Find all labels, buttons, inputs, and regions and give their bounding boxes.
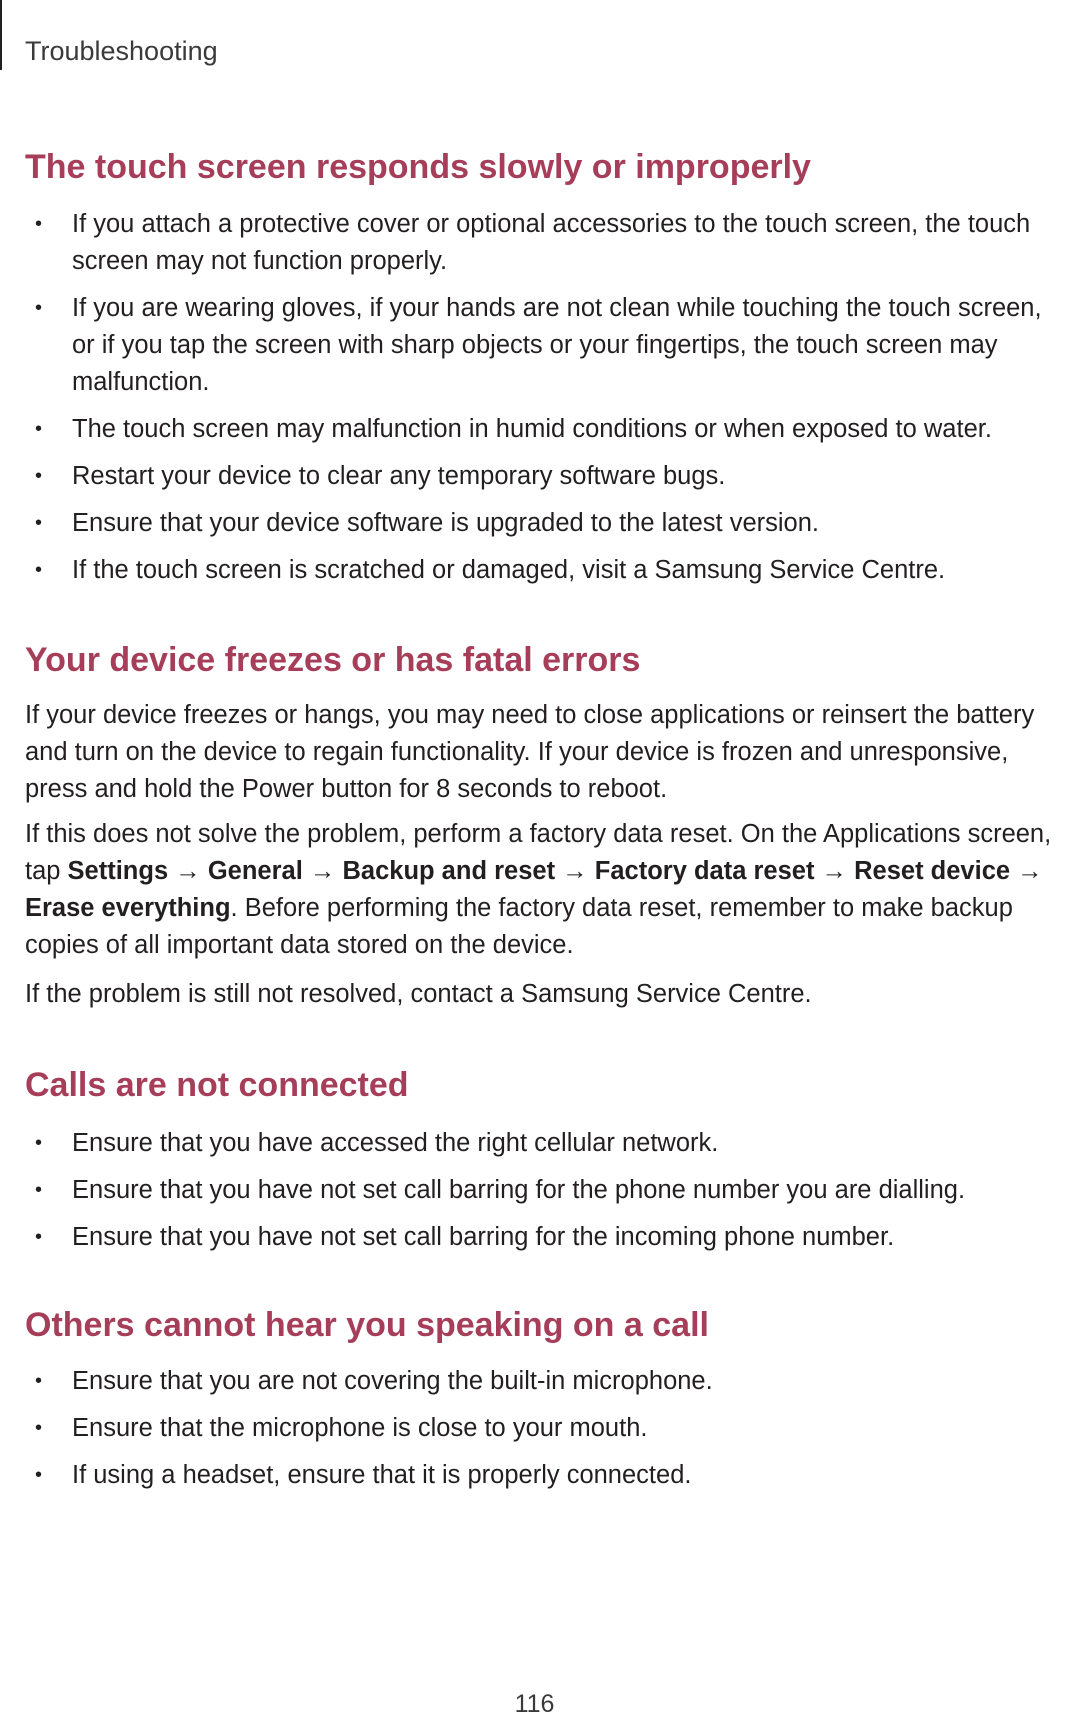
menu-path-general: General	[207, 857, 303, 885]
bullet-icon: •	[35, 1132, 43, 1154]
list-item	[25, 1172, 1065, 1209]
bullet-icon: •	[35, 512, 43, 534]
bullet-icon: •	[35, 1370, 43, 1392]
section-title-freezes: Your device freezes or has fatal errors	[25, 641, 641, 679]
freezes-paragraph-3: If the problem is still not resolved, contact a Samsung Service Centre.	[25, 980, 812, 1008]
bullet-icon: •	[35, 1226, 43, 1248]
bullet-icon: •	[35, 1179, 43, 1201]
running-header: Troubleshooting	[25, 36, 218, 66]
list-item-text: Restart your device to clear any temporary software bugs.	[72, 462, 726, 490]
list-item	[25, 505, 1065, 542]
para2-intro: If this does not solve the problem, perform a factory data reset. On the Applications screen, tap	[25, 820, 1052, 885]
arrow-icon: →	[562, 857, 588, 885]
list-item	[25, 552, 1065, 589]
freezes-paragraph-2	[25, 816, 1069, 964]
page-number: 116	[514, 1690, 555, 1718]
menu-path-factory-data-reset: Factory data reset	[594, 857, 815, 885]
list-item-text: The touch screen may malfunction in humid conditions or when exposed to water.	[72, 415, 992, 443]
bullet-icon: •	[35, 418, 43, 440]
bullet-icon: •	[35, 559, 43, 581]
freezes-paragraph-1: If your device freezes or hangs, you may need to close applications or reinsert the battery and turn on the device to regain functionality. If your device is frozen and unresponsive, press and hold the Power button for 8 seconds to reboot.	[25, 701, 1035, 803]
bullet-icon: •	[35, 213, 43, 235]
section-title-touch-screen: The touch screen responds slowly or improperly	[25, 148, 811, 186]
arrow-icon: →	[175, 857, 201, 885]
menu-path-erase-everything: Erase everything	[25, 894, 231, 922]
arrow-icon: →	[1017, 857, 1043, 885]
list-item-text: If the touch screen is scratched or damaged, visit a Samsung Service Centre.	[72, 556, 946, 584]
para2-outro: . Before performing the factory data reset, remember to make backup copies of all important data stored on the device.	[25, 894, 1013, 959]
list-item	[25, 206, 1065, 280]
list-item-text: If you attach a protective cover or optional accessories to the touch screen, the touch screen may not function properly.	[72, 210, 1031, 275]
list-item	[25, 1457, 1065, 1494]
arrow-icon: →	[309, 857, 336, 885]
list-item	[25, 1219, 1065, 1256]
menu-path-reset-device: Reset device	[854, 857, 1011, 885]
menu-path-backup-and-reset: Backup and reset	[342, 857, 556, 885]
bullet-icon: •	[35, 465, 43, 487]
bullet-icon: •	[35, 1464, 43, 1486]
list-item-text: Ensure that you have not set call barring for the incoming phone number.	[72, 1223, 895, 1251]
list-item-text: Ensure that your device software is upgraded to the latest version.	[72, 509, 819, 537]
bullet-icon: •	[35, 297, 43, 319]
bullet-icon: •	[35, 1417, 43, 1439]
menu-path-settings: Settings	[67, 857, 169, 885]
list-item-text: Ensure that the microphone is close to your mouth.	[72, 1414, 648, 1442]
list-item-text: If you are wearing gloves, if your hands are not clean while touching the touch screen, or if you tap the screen with sharp objects or your fingertips, the touch screen may malfunction.	[72, 294, 1042, 396]
list-item	[25, 1125, 1065, 1162]
list-item-text: If using a headset, ensure that it is properly connected.	[72, 1461, 692, 1489]
list-item	[25, 458, 1065, 495]
section-title-calls: Calls are not connected	[25, 1066, 409, 1104]
arrow-icon: →	[821, 857, 848, 885]
list-item	[25, 1410, 1065, 1447]
touch-screen-bullet-list	[25, 206, 1065, 599]
list-item-text: Ensure that you have accessed the right cellular network.	[72, 1129, 719, 1157]
section-title-hear: Others cannot hear you speaking on a call	[25, 1306, 709, 1344]
hear-bullet-list	[25, 1363, 1065, 1504]
list-item	[25, 1363, 1065, 1400]
list-item-text: Ensure that you are not covering the built-in microphone.	[72, 1367, 713, 1395]
list-item	[25, 411, 1065, 448]
calls-bullet-list	[25, 1125, 1065, 1266]
page-edge-mark	[0, 0, 2, 70]
list-item	[25, 290, 1065, 401]
list-item-text: Ensure that you have not set call barring for the phone number you are dialling.	[72, 1176, 966, 1204]
